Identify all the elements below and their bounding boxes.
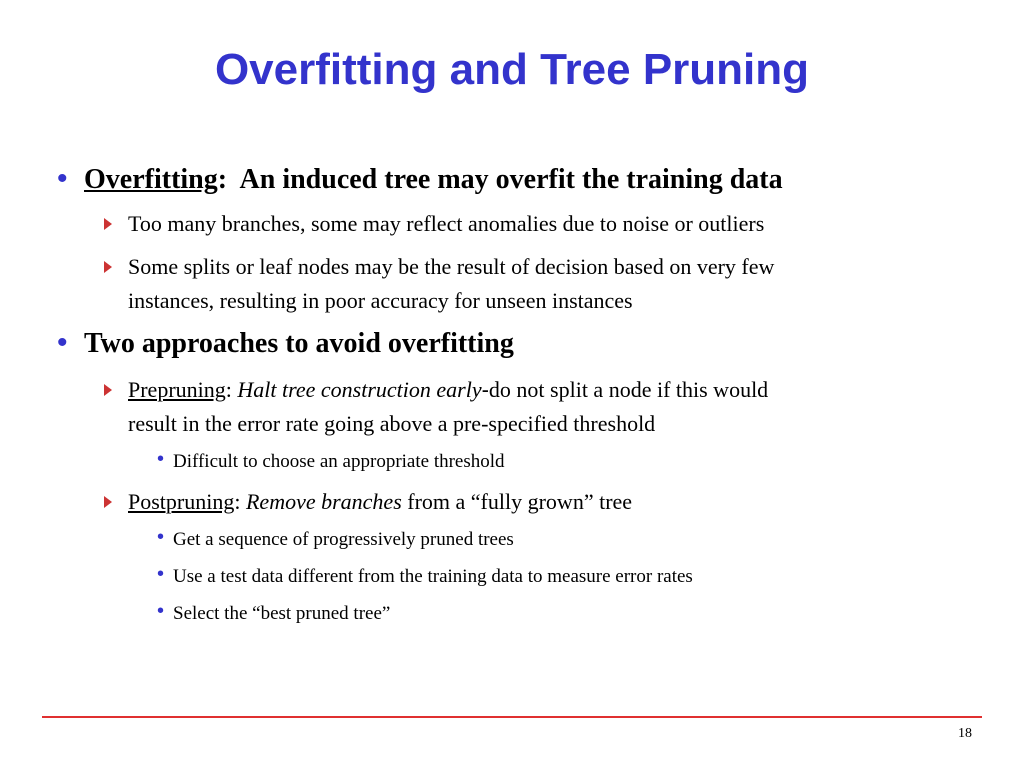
sub-sub-bullet-test-data — [157, 563, 693, 588]
triangle-arrow-icon — [104, 261, 112, 273]
postpruning-term: Postpruning — [128, 489, 235, 514]
prepruning-emphasis: Halt tree construction early — [237, 377, 482, 402]
postpruning-emphasis: Remove branches — [245, 489, 402, 514]
triangle-arrow-icon — [104, 218, 112, 230]
bullet-dot-icon: • — [157, 600, 165, 622]
sub-bullet-text: Too many branches, some may reflect anomalies due to noise or outliers — [128, 211, 765, 236]
bullet-two-approaches — [57, 326, 514, 360]
bullet-dot-icon: • — [157, 563, 165, 585]
bullet-dot-icon: • — [57, 326, 68, 359]
sub-bullet-prepruning — [128, 373, 768, 441]
sub-bullet-text-line1: Some splits or leaf nodes may be the result of decision based on very few — [128, 254, 775, 279]
footer-divider — [42, 716, 982, 718]
prepruning-dash: - — [481, 377, 489, 402]
bullet-overfitting — [57, 162, 783, 196]
approaches-text: Two approaches to avoid overfitting — [84, 328, 514, 359]
overfitting-term: Overfitting — [84, 164, 218, 195]
sub-sub-bullet-text: Select the “best pruned tree” — [173, 603, 391, 624]
sub-bullet-text-line2: instances, resulting in poor accuracy for unseen instances — [128, 288, 633, 313]
bullet-dot-icon: • — [157, 448, 165, 470]
slide-title: Overfitting and Tree Pruning — [214, 45, 810, 94]
bullet-dot-icon: • — [157, 526, 165, 548]
postpruning-rest: from a “fully grown” tree — [401, 489, 633, 514]
prepruning-term: Prepruning — [128, 377, 226, 402]
triangle-arrow-icon — [104, 384, 112, 396]
sub-sub-bullet-difficult-threshold — [157, 448, 505, 473]
sub-bullet-too-many-branches — [128, 207, 764, 241]
sub-sub-bullet-text: Difficult to choose an appropriate threshold — [173, 451, 505, 472]
sub-sub-bullet-sequence — [157, 526, 514, 551]
overfitting-text: : An induced tree may overfit the training data — [217, 164, 783, 195]
prepruning-colon: : — [225, 377, 238, 402]
prepruning-line2: result in the error rate going above a pre-specified threshold — [128, 411, 656, 436]
sub-bullet-postpruning — [128, 485, 632, 519]
bullet-dot-icon: • — [57, 162, 68, 195]
sub-sub-bullet-text: Get a sequence of progressively pruned trees — [173, 529, 514, 550]
page-number: 18 — [958, 726, 972, 741]
triangle-arrow-icon — [104, 496, 112, 508]
postpruning-colon: : — [234, 489, 246, 514]
sub-sub-bullet-text: Use a test data different from the training data to measure error rates — [173, 566, 693, 587]
sub-sub-bullet-best-tree — [157, 600, 391, 625]
prepruning-rest: do not split a node if this would — [488, 377, 769, 402]
sub-bullet-splits-leaf-nodes — [128, 250, 774, 318]
